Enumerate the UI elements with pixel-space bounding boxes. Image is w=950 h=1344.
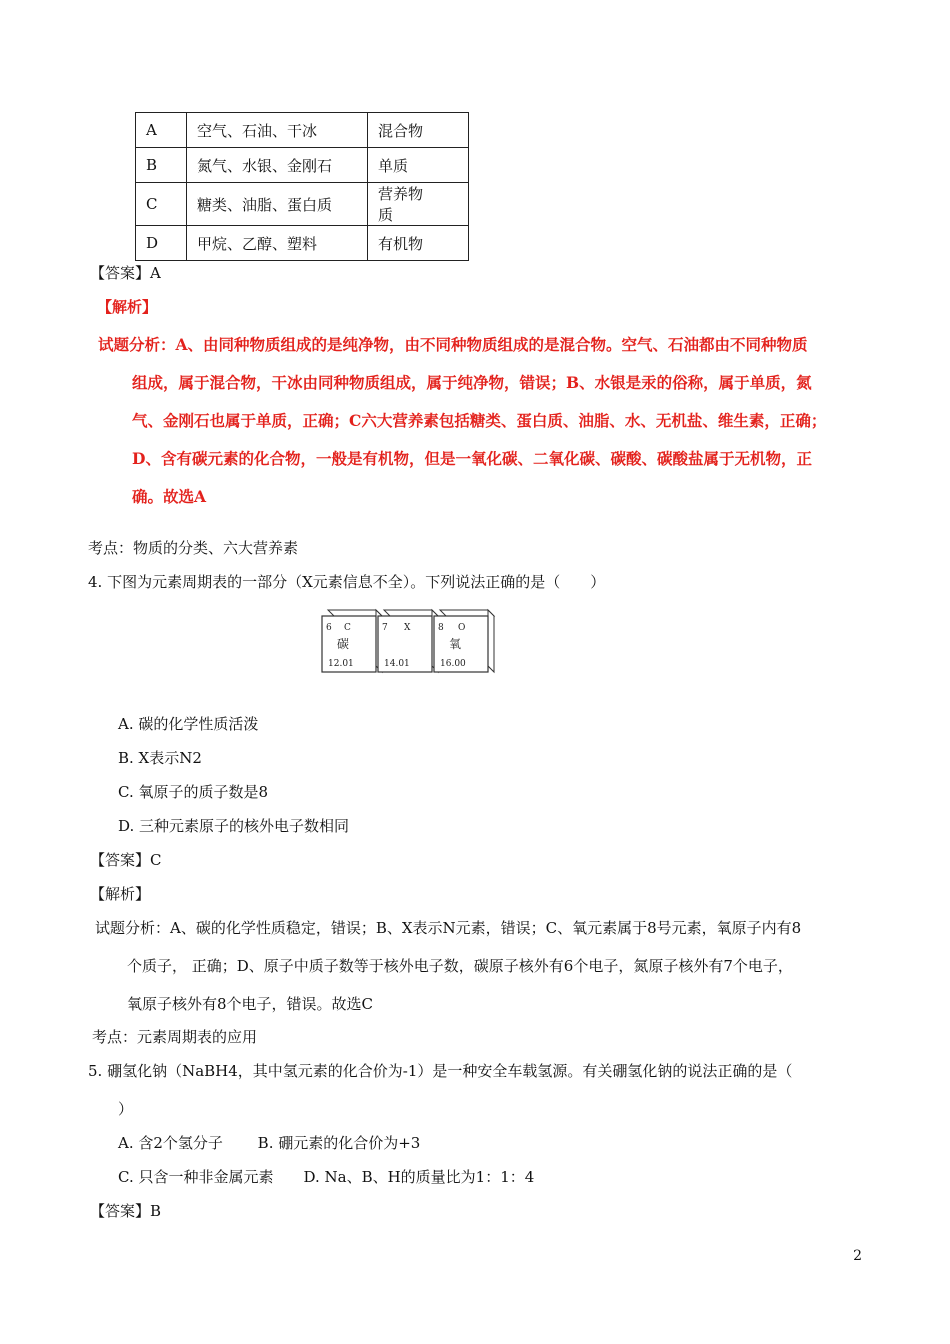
q4-analysis-line: 氧原子核外有8个电子，错误。故选C <box>127 995 374 1013</box>
table-cell-category: 混合物 <box>368 113 469 148</box>
q4-kaodian: 考点：元素周期表的应用 <box>92 1028 258 1046</box>
element-cell-oxygen <box>434 610 494 672</box>
element-name: 碳 <box>337 637 350 651</box>
table-cell-label: B <box>136 148 187 183</box>
table-cell-items: 甲烷、乙醇、塑料 <box>187 226 368 261</box>
options-table <box>135 112 469 261</box>
table-cell-category: 有机物 <box>368 226 469 261</box>
q3-analysis-line: 确。故选A <box>132 487 207 506</box>
q4-option: B. X表示N2 <box>118 749 202 767</box>
q4-analysis-title: 【解析】 <box>90 885 151 903</box>
table-row <box>136 183 469 226</box>
element-mass: 14.01 <box>384 659 410 669</box>
table-cell-label: C <box>136 183 187 226</box>
q4-analysis-line: 个质子， 正确；D、原子中质子数等于核外电子数，碳原子核外有6个电子，氮原子核外有7个电子， <box>127 957 793 975</box>
q3-analysis-title: 【解析】 <box>97 298 158 316</box>
q4-option: C. 氧原子的质子数是8 <box>118 783 269 801</box>
page-number: 2 <box>853 1248 862 1264</box>
q4-option: D. 三种元素原子的核外电子数相同 <box>118 817 350 835</box>
element-symbol: C <box>344 623 351 633</box>
element-name: 氧 <box>449 637 462 651</box>
table-cell-items: 氮气、水银、金刚石 <box>187 148 368 183</box>
element-symbol: O <box>458 623 466 633</box>
table-row <box>136 148 469 183</box>
q3-answer: 【答案】A <box>90 264 161 282</box>
q5-answer: 【答案】B <box>90 1202 162 1220</box>
q5-options-row: C. 只含一种非金属元素 D. Na、B、H的质量比为1：1：4 <box>118 1168 535 1186</box>
element-cell-x <box>378 610 438 672</box>
table-cell-category: 营养物质 <box>368 183 469 226</box>
table-cell-label: D <box>136 226 187 261</box>
q4-option: A. 碳的化学性质活泼 <box>118 715 259 733</box>
periodic-table-fragment <box>320 606 498 676</box>
q3-analysis-line: 组成，属于混合物，干冰由同种物质组成，属于纯净物，错误；B、水银是汞的俗称，属于单质，氮 <box>132 373 812 392</box>
element-cell-carbon <box>322 610 382 672</box>
q3-analysis-line: 气、金刚石也属于单质，正确；C六大营养素包括糖类、蛋白质、油脂、水、无机盐、维生素，正确； <box>132 411 827 430</box>
table-row <box>136 113 469 148</box>
table-cell-items: 空气、石油、干冰 <box>187 113 368 148</box>
table-cell-items: 糖类、油脂、蛋白质 <box>187 183 368 226</box>
element-number: 8 <box>438 623 444 633</box>
table-cell-label: A <box>136 113 187 148</box>
q3-kaodian: 考点：物质的分类、六大营养素 <box>88 539 299 557</box>
q3-analysis-line: 试题分析：A、由同种物质组成的是纯净物，由不同种物质组成的是混合物。空气、石油都由不同种物质 <box>98 335 808 354</box>
table-row <box>136 226 469 261</box>
element-mass: 12.01 <box>328 659 354 669</box>
q5-question-cont: ） <box>118 1100 134 1118</box>
q4-analysis-line: 试题分析：A、碳的化学性质稳定，错误；B、X表示N元素，错误；C、氧元素属于8号元素，氧原子内有8 <box>95 919 802 937</box>
q4-answer: 【答案】C <box>90 851 162 869</box>
table-cell-category: 单质 <box>368 148 469 183</box>
q5-question: 5. 硼氢化钠（NaBH4，其中氢元素的化合价为-1）是一种安全车载氢源。有关硼氢化钠的说法正确的是（ <box>88 1062 793 1080</box>
q3-analysis-line: D、含有碳元素的化合物，一般是有机物，但是一氧化碳、二氧化碳、碳酸、碳酸盐属于无机物，正 <box>132 449 812 468</box>
element-number: 7 <box>382 623 388 633</box>
q5-options-row: A. 含2个氢分子 B. 硼元素的化合价为+3 <box>118 1134 421 1152</box>
element-mass: 16.00 <box>440 659 466 669</box>
element-symbol: X <box>404 623 411 633</box>
q4-question: 4. 下图为元素周期表的一部分（X元素信息不全）。下列说法正确的是（ ） <box>88 573 606 591</box>
element-number: 6 <box>326 623 332 633</box>
